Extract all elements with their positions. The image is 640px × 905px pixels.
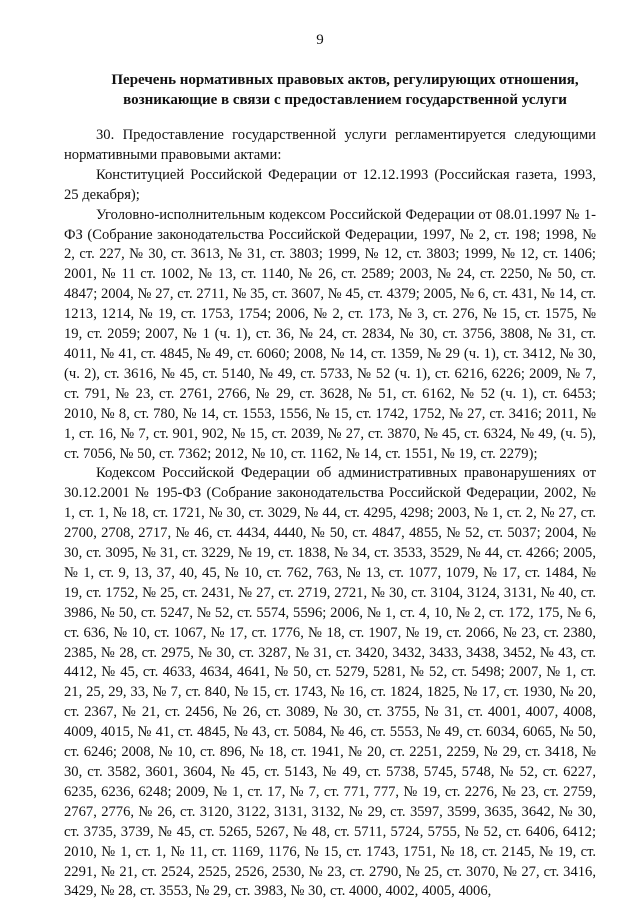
document-body — [64, 126, 596, 902]
paragraph-penal-code: Уголовно-исполнительным кодексом Российской Федерации от 08.01.1997 № 1-ФЗ (Собрание законодательства Российской Федерации, 1997, № 2, ст. 198; 1998, № 2, ст. 227, № 30, ст. 3613, № 31, ст. 3803; 1999, № 12, ст. 3803; 1999, № 12, ст. 1406; 2001, № 11 ст. 1002, № 13, ст. 1140, № 26, ст. 2589; 2003, № 24, ст. 2250, № 50, ст. 4847; 2004, № 27, ст. 2711, № 35, ст. 3607, № 45, ст. 4379; 2005, № 6, ст. 431, № 14, ст. 1213, 1214, № 19, ст. 1753, 1754; 2006, № 2, ст. 173, № 3, ст. 276, № 15, ст. 1575, № 19, ст. 2059; 2007, № 1 (ч. 1), ст. 36, № 24, ст. 2834, № 30, ст. 3756, 3808, № 31, ст. 4011, № 41, ст. 4845, № 49, ст. 6060; 2008, № 14, ст. 1359, № 29 (ч. 1), ст. 3412, № 30, (ч. 2), ст. 3616, № 45, ст. 5140, № 49, ст. 5733, № 52 (ч. 1), ст. 6216, 6226; 2009, № 7, ст. 791, № 23, ст. 2761, 2766, № 29, ст. 3628, № 51, ст. 6162, № 52 (ч. 1), ст. 6453; 2010, № 8, ст. 780, № 14, ст. 1553, 1556, № 15, ст. 1742, 1752, № 27, ст. 3416; 2011, № 1, ст. 16, № 7, ст. 901, 902, № 15, ст. 2039, № 27, ст. 3870, № 45, ст. 6324, № 49, (ч. 5), ст. 7056, № 50, ст. 7362; 2012, № 10, ст. 1162, № 14, ст. 1551, № 19, ст. 2279); — [64, 206, 596, 462]
paragraph-constitution: Конституцией Российской Федерации от 12.12.1993 (Российская газета, 1993, 25 декабря); — [64, 166, 596, 203]
section-title-line-2: возникающие в связи с предоставлением государственной услуги — [123, 92, 567, 108]
section-title-line-1: Перечень нормативных правовых актов, регулирующих отношения, — [111, 72, 579, 88]
paragraph-intro: 30. Предоставление государственной услуги регламентируется следующими нормативными правовыми актами: — [64, 127, 596, 163]
paragraph-admin-code: Кодексом Российской Федерации об административных правонарушениях от 30.12.2001 № 195-ФЗ (Собрание законодательства Российской Федерации, 2002, № 1, ст. 1, № 18, ст. 1721, № 30, ст. 3029, № 44, ст. 4295, 4298; 2003, № 1, ст. 2, № 27, ст. 2700, 2708, 2717, № 46, ст. 4434, 4440, № 50, ст. 4847, 4855, № 52, ст. 5037; 2004, № 30, ст. 3095, № 31, ст. 3229, № 19, ст. 1838, № 34, ст. 3533, 3529, № 44, ст. 4266; 2005, № 1, ст. 9, 13, 37, 40, 45, № 10, ст. 762, 763, № 13, ст. 1077, 1079, № 17, ст. 1484, № 19, ст. 1752, № 25, ст. 2431, № 27, ст. 2719, 2721, № 30, ст. 3104, 3124, 3131, № 40, ст. 3986, № 50, ст. 5247, № 52, ст. 5574, 5596; 2006, № 1, ст. 4, 10, № 2, ст. 172, 175, № 6, ст. 636, № 10, ст. 1067, № 17, ст. 1776, № 18, ст. 1907, № 19, ст. 2066, № 23, ст. 2380, 2385, № 28, ст. 2975, № 30, ст. 3287, № 31, ст. 3420, 3432, 3433, 3438, 3452, № 43, ст. 4412, № 45, ст. 4633, 4634, 4641, № 50, ст. 5279, 5281, № 52, ст. 5498; 2007, № 1, ст. 21, 25, 29, 33, № 7, ст. 840, № 15, ст. 1743, № 16, ст. 1824, 1825, № 17, ст. 1930, № 20, ст. 2367, № 21, ст. 2456, № 26, ст. 3089, № 30, ст. 3755, № 31, ст. 4001, 4007, 4008, 4009, 4015, № 41, ст. 4845, № 43, ст. 5084, № 46, ст. 5553, № 49, ст. 6034, 6065, № 50, ст. 6246; 2008, № 10, ст. 896, № 18, ст. 1941, № 20, ст. 2251, 2259, № 29, ст. 3418, № 30, ст. 3582, 3601, 3604, № 45, ст. 5143, № 49, ст. 5738, 5745, 5748, № 52, ст. 6227, 6235, 6236, 6248; 2009, № 1, ст. 17, № 7, ст. 771, 777, № 19, ст. 2276, № 23, ст. 2759, 2767, 2776, № 26, ст. 3120, 3122, 3131, 3132, № 29, ст. 3597, 3599, 3635, 3642, № 30, ст. 3735, 3739, № 45, ст. 5265, 5267, № 48, ст. 5711, 5724, 5755, № 52, ст. 6406, 6412; 2010, № 1, ст. 1, № 11, ст. 1169, 1176, № 15, ст. 1743, 1751, № 18, ст. 2145, № 19, ст. 2291, № 21, ст. 2524, 2525, 2526, 2530, № 23, ст. 2790, № 25, ст. 3070, № 27, ст. 3416, 3429, № 28, ст. 3553, № 29, ст. 3983, № 30, ст. 4000, 4002, 4005, 4006, — [64, 465, 596, 900]
page-number: 9 — [316, 32, 324, 48]
section-title — [100, 70, 590, 110]
